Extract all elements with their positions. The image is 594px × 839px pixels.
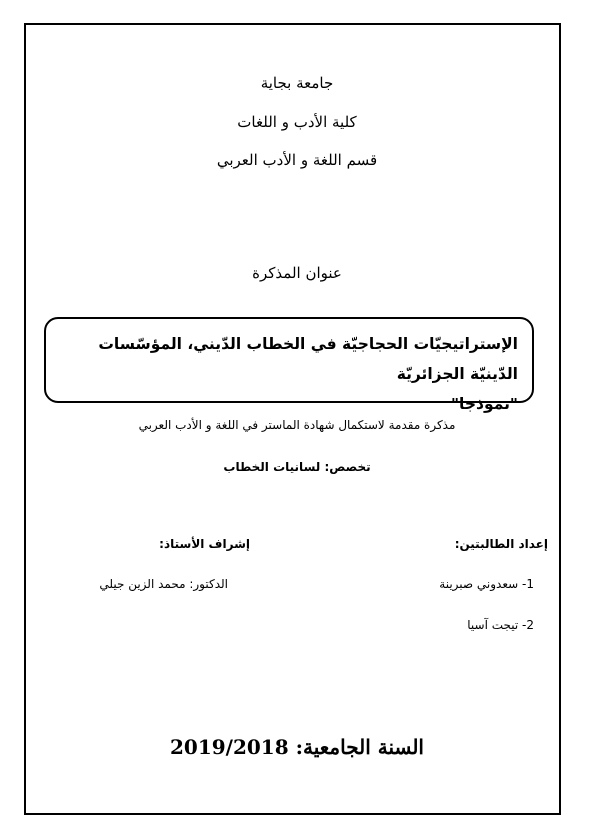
supervisor-column bbox=[70, 537, 250, 618]
supervisor-name: الدكتور: محمد الزين جيلي bbox=[99, 577, 228, 591]
academic-year: السنة الجامعية: 2019/2018 bbox=[170, 735, 424, 759]
prepared-by-label: إعداد الطالبتين: bbox=[454, 537, 548, 551]
faculty-name: كلية الأدب و اللغات bbox=[237, 113, 357, 131]
specialization: تخصص: لسانيات الخطاب bbox=[223, 460, 371, 474]
supervision-label: إشراف الأستاذ: bbox=[159, 537, 250, 551]
thesis-title-line1: الإستراتيجيّات الحجاجيّة في الخطاب الدّيني، المؤسّسات الدّينيّة الجزائريّة bbox=[98, 335, 518, 383]
student-item: 1- سعدوني صبرينة bbox=[439, 577, 534, 591]
student-item: 2- تيجت آسيا bbox=[467, 618, 534, 632]
students-column bbox=[439, 537, 548, 659]
thesis-title-line2: "نموذجا" bbox=[450, 395, 518, 413]
thesis-title-box bbox=[44, 317, 534, 413]
memo-description: مذكرة مقدمة لاستكمال شهادة الماستر في اللغة و الأدب العربي bbox=[138, 418, 456, 432]
university-name: جامعة بجاية bbox=[260, 74, 334, 92]
department-name: قسم اللغة و الأدب العربي bbox=[216, 151, 378, 169]
thesis-title-label: عنوان المذكرة bbox=[252, 264, 342, 282]
